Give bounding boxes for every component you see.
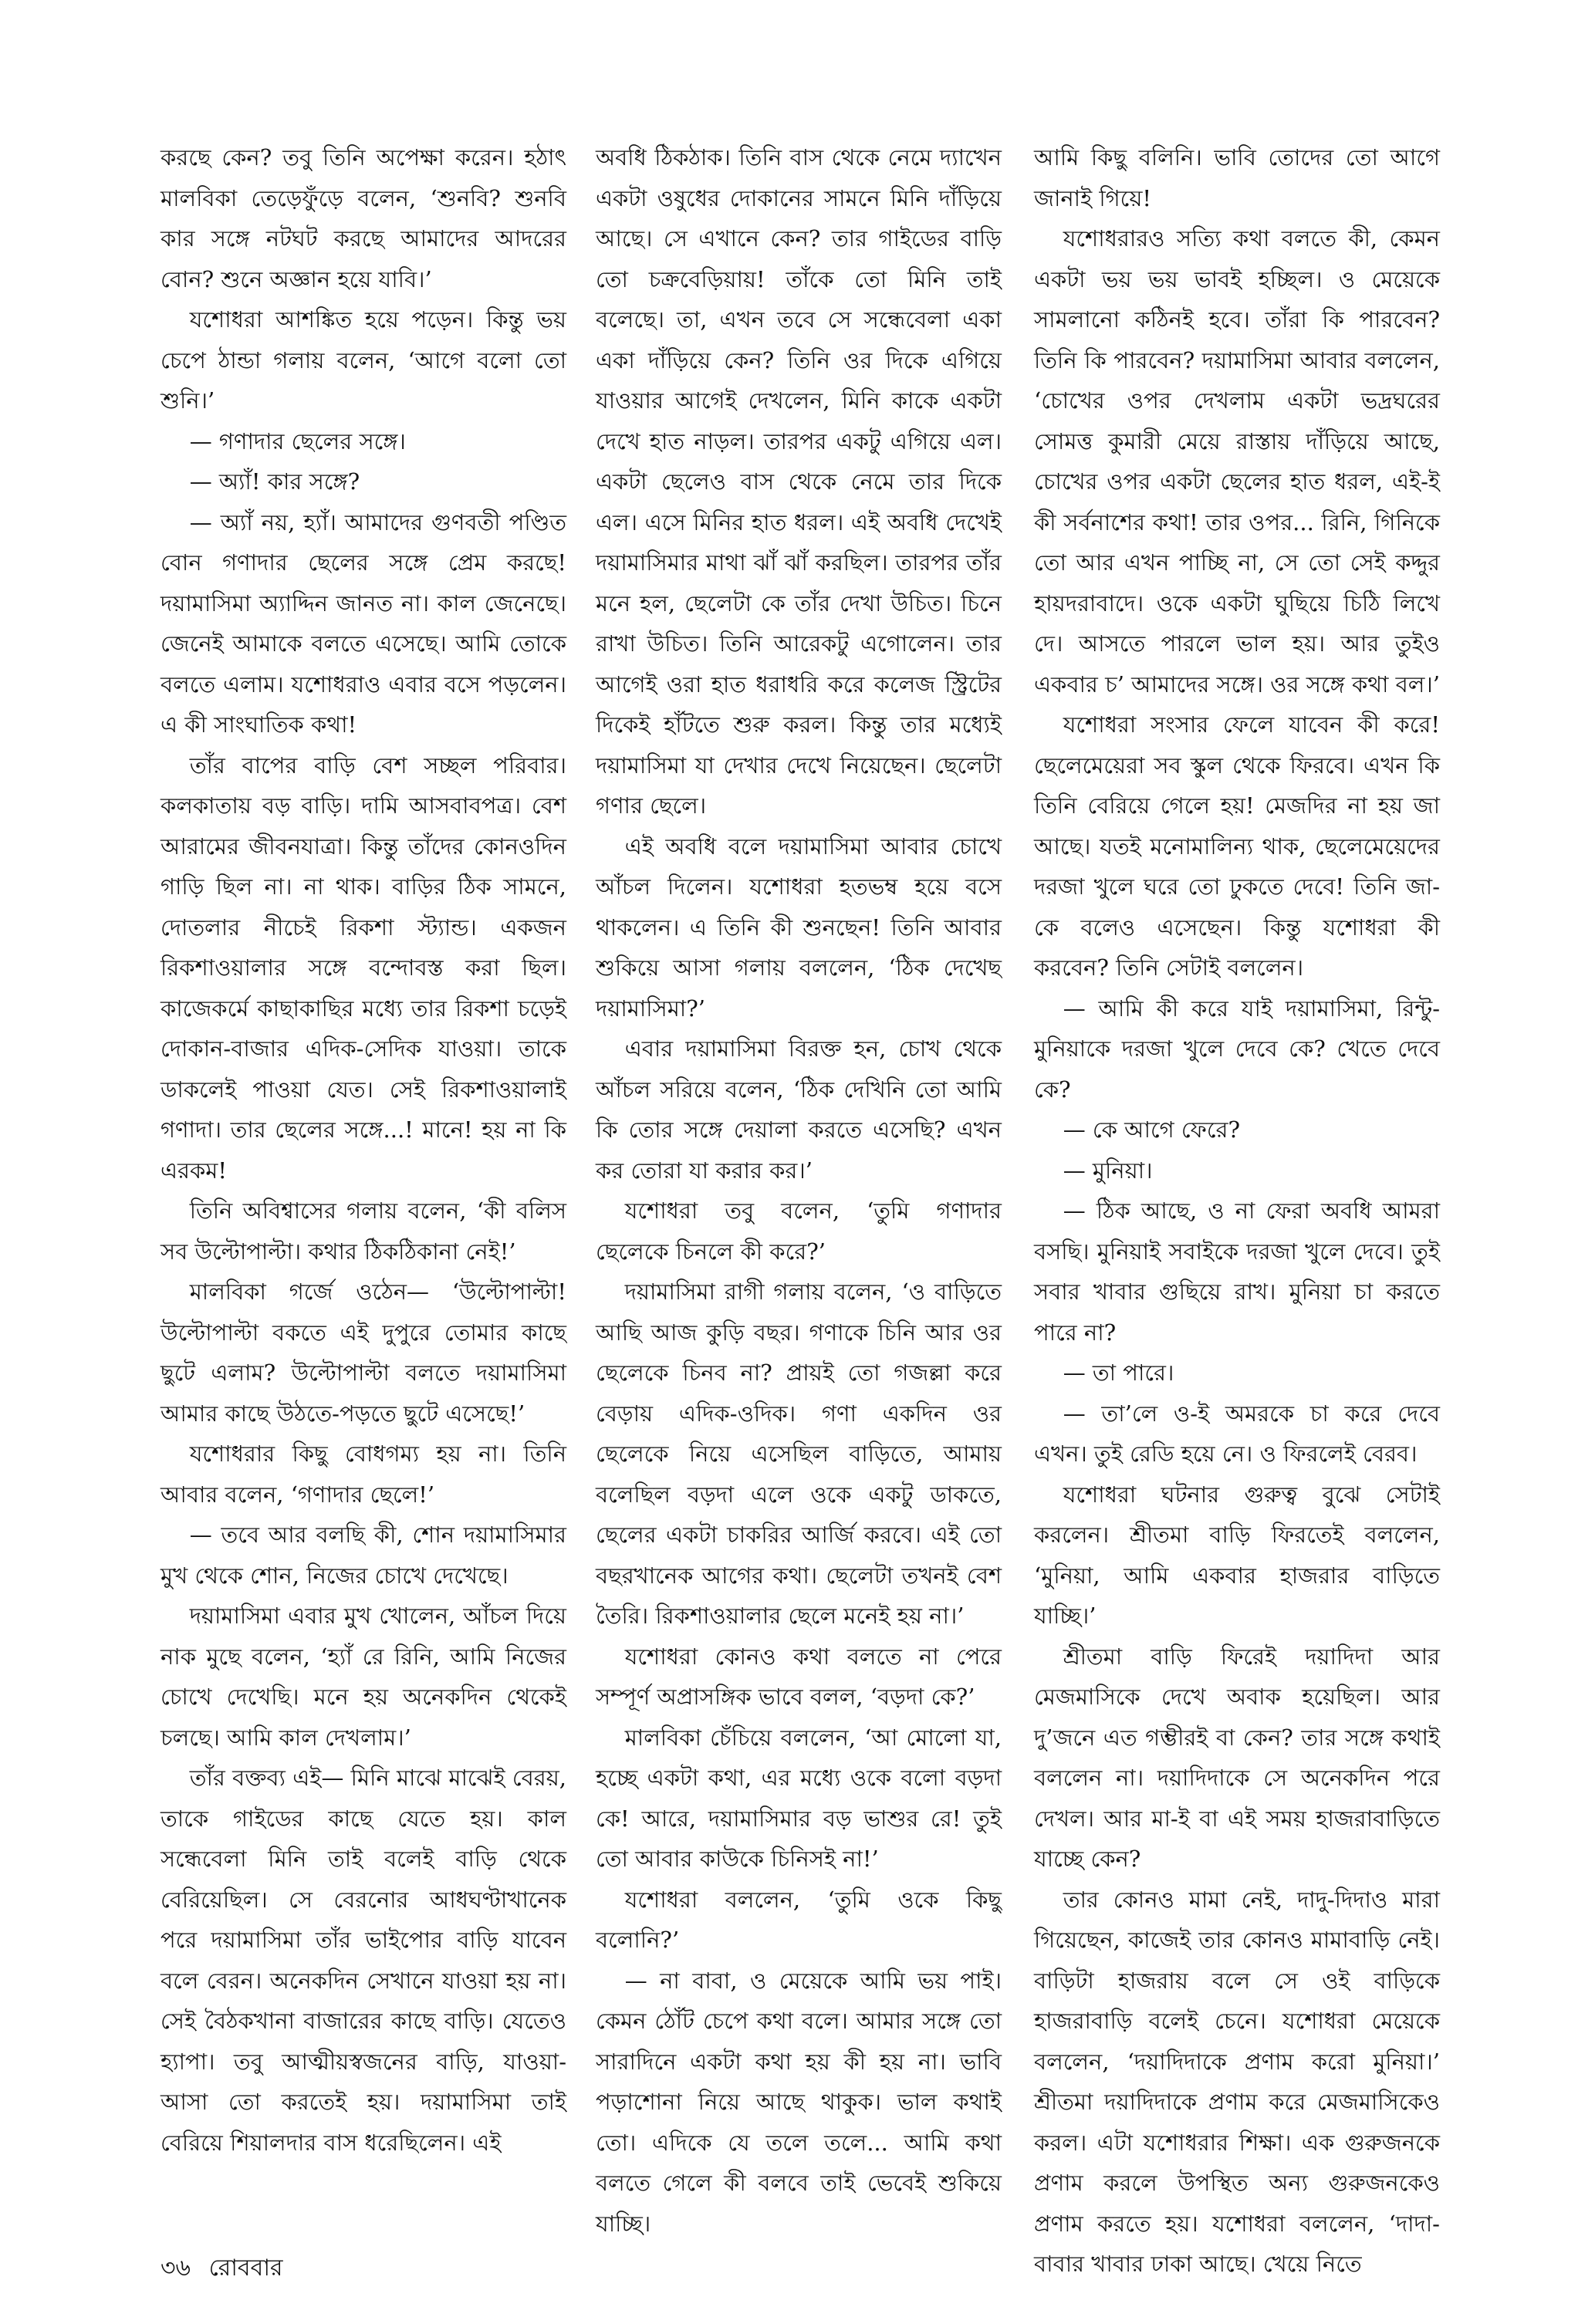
- paragraph: এই অবধি বলে দয়ামাসিমা আবার চোখে আঁচল দিলেন। যশোধরা হতভম্ব হয়ে বসে থাকলেন। এ তিনি কী শুনছেন! তিনি আবার শুকিয়ে আসা গলায় বললেন, ‘ঠিক দেখেছ দয়ামাসিমা?’: [596, 833, 1002, 1022]
- paragraph: অবধি ঠিকঠাক। তিনি বাস থেকে নেমে দ্যাখেন একটা ওষুধের দোকানের সামনে মিনি দাঁড়িয়ে আছে। সে এখানে কেন? তার গাইডের বাড়ি তো চক্রবেড়িয়ায়! তাঁকে তো মিনি তাই বলেছে। তা, এখন তবে সে সন্ধেবেলা একা একা দাঁড়িয়ে কেন? তিনি ওর দিকে এগিয়ে যাওয়ার আগেই দেখলেন, মিনি কাকে একটা দেখে হাত নাড়ল। তারপর একটু এগিয়ে এল। একটা ছেলেও বাস থেকে নেমে তার দিকে এল। এসে মিনির হাত ধরল। এই অবধি দেখেই দয়ামাসিমার মাথা ঝাঁ ঝাঁ করছিল। তারপর তাঁর মনে হল, ছেলেটা কে তাঁর দেখা উচিত। চিনে রাখা উচিত। তিনি আরেকটু এগোলেন। তার আগেই ওরা হাত ধরাধরি করে কলেজ স্ট্রিটের দিকেই হাঁটতে শুরু করল। কিন্তু তার মধ্যেই দয়ামাসিমা যা দেখার দেখে নিয়েছেন। ছেলেটা গণার ছেলে।: [596, 144, 1002, 819]
- paragraph: যশোধরার কিছু বোধগম্য হয় না। তিনি আবার বলেন, ‘গণাদার ছেলে!’: [161, 1441, 566, 1508]
- text-column-3: [1034, 137, 1440, 2285]
- paragraph: — মুনিয়া।: [1063, 1157, 1153, 1184]
- paragraph: যশোধরা তবু বলেন, ‘তুমি গণাদার ছেলেকে চিনলে কী করে?’: [596, 1197, 1002, 1265]
- paragraph: মালবিকা চেঁচিয়ে বললেন, ‘আ মোলো যা, হচ্ছে একটা কথা, এর মধ্যে ওকে বলো বড়দা কে! আরে, দয়ামাসিমার বড় ভাশুর রে! তুই তো আবার কাউকে চিনিসই না!’: [596, 1724, 1002, 1872]
- text-column-1: [161, 137, 566, 2163]
- paragraph: তাঁর বাপের বাড়ি বেশ সচ্ছল পরিবার। কলকাতায় বড় বাড়ি। দামি আসবাবপত্র। বেশ আরামের জীবনযাত্রা। কিন্তু তাঁদের কোনওদিন গাড়ি ছিল না। না থাক। বাড়ির ঠিক সামনে, দোতলার নীচেই রিকশা স্ট্যান্ড। একজন রিকশাওয়ালার সঙ্গে বন্দোবস্ত করা ছিল। কাজেকর্মে কাছাকাছির মধ্যে তার রিকশা চড়েই দোকান-বাজার এদিক-সেদিক যাওয়া। তাকে ডাকলেই পাওয়া যেত। সেই রিকশাওয়ালাই গণাদা। তার ছেলের সঙ্গে...! মানে! হয় না কি এরকম!: [161, 752, 566, 1184]
- paragraph: যশোধরা কোনও কথা বলতে না পেরে সম্পূর্ণ অপ্রাসঙ্গিক ভাবে বলল, ‘বড়দা কে?’: [596, 1643, 1002, 1710]
- paragraph: — তা’লে ও-ই অমরকে চা করে দেবে এখন। তুই রেডি হয়ে নে। ও ফিরলেই বেরব।: [1034, 1400, 1440, 1467]
- paragraph: দয়ামাসিমা এবার মুখ খোলেন, আঁচল দিয়ে নাক মুছে বলেন, ‘হ্যাঁ রে রিনি, আমি নিজের চোখে দেখেছি। মনে হয় অনেকদিন থেকেই চলছে। আমি কাল দেখলাম।’: [161, 1603, 566, 1751]
- paragraph: — তা পারে।: [1063, 1360, 1174, 1386]
- paragraph: তিনি অবিশ্বাসের গলায় বলেন, ‘কী বলিস সব উল্টোপাল্টা। কথার ঠিকঠিকানা নেই!’: [161, 1197, 566, 1265]
- paragraph: দয়ামাসিমা রাগী গলায় বলেন, ‘ও বাড়িতে আছি আজ কুড়ি বছর। গণাকে চিনি আর ওর ছেলেকে চিনব না? প্রায়ই তো গজল্লা করে বেড়ায় এদিক-ওদিক। গণা একদিন ওর ছেলেকে নিয়ে এসেছিল বাড়িতে, আমায় বলেছিল বড়দা এলে ওকে একটু ডাকতে, ছেলের একটা চাকরির আর্জি করবে। এই তো বছরখানেক আগের কথা। ছেলেটা তখনই বেশ তৈরি। রিকশাওয়ালার ছেলে মনেই হয় না।’: [596, 1279, 1002, 1629]
- paragraph: যশোধরারও সত্যি কথা বলতে কী, কেমন একটা ভয় ভয় ভাবই হচ্ছিল। ও মেয়েকে সামলানো কঠিনই হবে। তাঁরা কি পারবেন? তিনি কি পারবেন? দয়ামাসিমা আবার বললেন, ‘চোখের ওপর দেখলাম একটা ভদ্রঘরের সোমত্ত কুমারী মেয়ে রাস্তায় দাঁড়িয়ে আছে, চোখের ওপর একটা ছেলের হাত ধরল, এই-ই কী সর্বনাশের কথা! তার ওপর... রিনি, গিনিকে তো আর এখন পাচ্ছি না, সে তো সেই কদ্দুর হায়দরাবাদে। ওকে একটা ঘুছিয়ে চিঠি লিখে দে। আসতে পারলে ভাল হয়। আর তুইও একবার চ’ আমাদের সঙ্গে। ওর সঙ্গে কথা বল।’: [1034, 225, 1440, 698]
- paragraph: তাঁর বক্তব্য এই— মিনি মাঝে মাঝেই বেরয়, তাকে গাইডের কাছে যেতে হয়। কাল সন্ধেবেলা মিনি তাই বলেই বাড়ি থেকে বেরিয়েছিল। সে বেরনোর আধঘণ্টাখানেক পরে দয়ামাসিমা তাঁর ভাইপোর বাড়ি যাবেন বলে বেরন। অনেকদিন সেখানে যাওয়া হয় না। সেই বৈঠকখানা বাজারের কাছে বাড়ি। যেতেও হ্যাপা। তবু আত্মীয়স্বজনের বাড়ি, যাওয়া-আসা তো করতেই হয়। দয়ামাসিমা তাই বেরিয়ে শিয়ালদার বাস ধরেছিলেন। এই: [161, 1765, 566, 2156]
- paragraph: — তবে আর বলছি কী, শোন দয়ামাসিমার মুখ থেকে শোন, নিজের চোখে দেখেছে।: [161, 1522, 566, 1589]
- paragraph: যশোধরা আশঙ্কিত হয়ে পড়েন। কিন্তু ভয় চেপে ঠান্ডা গলায় বলেন, ‘আগে বলো তো শুনি।’: [161, 306, 566, 414]
- paragraph: করছে কেন? তবু তিনি অপেক্ষা করেন। হঠাৎ মালবিকা তেড়েফুঁড়ে বলেন, ‘শুনবি? শুনবি কার সঙ্গে নটঘট করছে আমাদের আদরের বোন? শুনে অজ্ঞান হয়ে যাবি।’: [161, 144, 566, 292]
- paragraph: যশোধরা সংসার ফেলে যাবেন কী করে! ছেলেমেয়েরা সব স্কুল থেকে ফিরবে। এখন কি তিনি বেরিয়ে গেলে হয়! মেজদির না হয় জা আছে। যতই মনোমালিন্য থাক, ছেলেমেয়েদের দরজা খুলে ঘরে তো ঢুকতে দেবে! তিনি জা-কে বলেও এসেছেন। কিন্তু যশোধরা কী করবেন? তিনি সেটাই বললেন।: [1034, 711, 1440, 981]
- page-footer: [161, 2249, 283, 2289]
- paragraph: যশোধরা বললেন, ‘তুমি ওকে কিছু বলোনি?’: [596, 1886, 1002, 1953]
- paragraph: — আমি কী করে যাই দয়ামাসিমা, রিন্টু-মুনিয়াকে দরজা খুলে দেবে কে? খেতে দেবে কে?: [1034, 995, 1440, 1103]
- page-number: ৩৬: [161, 2255, 191, 2282]
- paragraph: — ঠিক আছে, ও না ফেরা অবধি আমরা বসছি। মুনিয়াই সবাইকে দরজা খুলে দেবে। তুই সবার খাবার গুছিয়ে রাখ। মুনিয়া চা করতে পারে না?: [1034, 1197, 1440, 1346]
- paragraph: — না বাবা, ও মেয়েকে আমি ভয় পাই। কেমন ঠোঁট চেপে কথা বলে। আমার সঙ্গে তো সারাদিনে একটা কথা হয় কী হয় না। ভাবি পড়াশোনা নিয়ে আছে থাকুক। ভাল কথাই তো। এদিকে যে তলে তলে... আমি কথা বলতে গেলে কী বলবে তাই ভেবেই শুকিয়ে যাচ্ছি।: [596, 1967, 1002, 2237]
- paragraph: এবার দয়ামাসিমা বিরক্ত হন, চোখ থেকে আঁচল সরিয়ে বলেন, ‘ঠিক দেখিনি তো আমি কি তোর সঙ্গে দেয়ালা করতে এসেছি? এখন কর তোরা যা করার কর।’: [596, 1035, 1002, 1184]
- paragraph: আমি কিছু বলিনি। ভাবি তোদের তো আগে জানাই গিয়ে!: [1034, 144, 1440, 211]
- paragraph: — অ্যাঁ নয়, হ্যাঁ। আমাদের গুণবতী পণ্ডিত বোন গণাদার ছেলের সঙ্গে প্রেম করছে! দয়ামাসিমা অ্যাদ্দিন জানত না। কাল জেনেছে। জেনেই আমাকে বলতে এসেছে। আমি তোকে বলতে এলাম। যশোধরাও এবার বসে পড়লেন। এ কী সাংঘাতিক কথা!: [161, 508, 566, 738]
- text-column-2: [596, 137, 1002, 2244]
- paragraph: যশোধরা ঘটনার গুরুত্ব বুঝে সেটাই করলেন। শ্রীতমা বাড়ি ফিরতেই বললেন, ‘মুনিয়া, আমি একবার হাজরার বাড়িতে যাচ্ছি।’: [1034, 1481, 1440, 1629]
- paragraph: শ্রীতমা বাড়ি ফিরেই দয়াদিদা আর মেজমাসিকে দেখে অবাক হয়েছিল। আর দু’জনে এত গম্ভীরই বা কেন? তার সঙ্গে কথাই বললেন না। দয়াদিদাকে সে অনেকদিন পরে দেখল। আর মা-ই বা এই সময় হাজরাবাড়িতে যাচ্ছে কেন?: [1034, 1643, 1440, 1872]
- paragraph: — গণাদার ছেলের সঙ্গে।: [189, 427, 406, 454]
- publication-name: রোববার: [208, 2255, 283, 2282]
- paragraph: — অ্যাঁ! কার সঙ্গে?: [189, 468, 360, 495]
- paragraph: তার কোনও মামা নেই, দাদু-দিদাও মারা গিয়েছেন, কাজেই তার কোনও মামাবাড়ি নেই। বাড়িটা হাজরায় বলে সে ওই বাড়িকে হাজরাবাড়ি বলেই চেনে। যশোধরা মেয়েকে বললেন, ‘দয়াদিদাকে প্রণাম করো মুনিয়া।’ শ্রীতমা দয়াদিদাকে প্রণাম করে মেজমাসিকেও করল। এটা যশোধরার শিক্ষা। এক গুরুজনকে প্রণাম করলে উপস্থিত অন্য গুরুজনকেও প্রণাম করতে হয়। যশোধরা বললেন, ‘দাদা-বাবার খাবার ঢাকা আছে। খেয়ে নিতে: [1034, 1886, 1440, 2277]
- paragraph: মালবিকা গর্জে ওঠেন— ‘উল্টোপাল্টা! উল্টোপাল্টা বকতে এই দুপুরে তোমার কাছে ছুটে এলাম? উল্টোপাল্টা বলতে দয়ামাসিমা আমার কাছে উঠতে-পড়তে ছুটে এসেছে!’: [161, 1279, 566, 1427]
- paragraph: — কে আগে ফেরে?: [1063, 1116, 1240, 1143]
